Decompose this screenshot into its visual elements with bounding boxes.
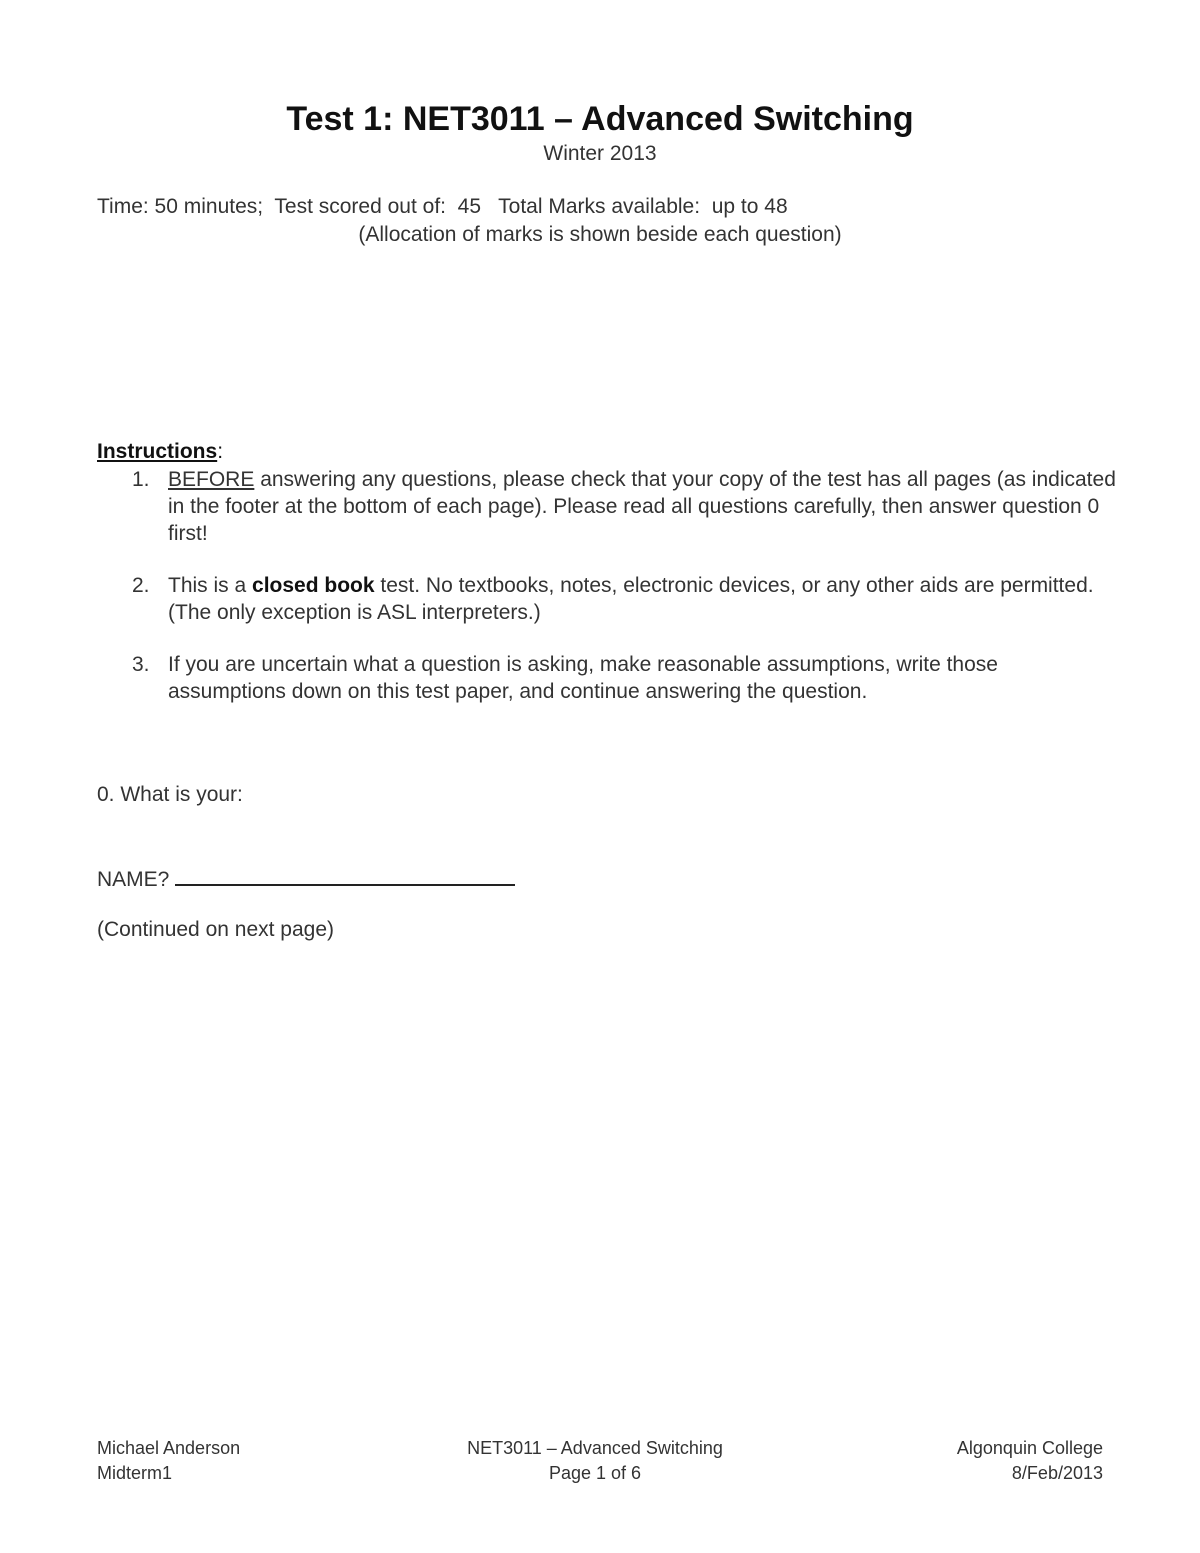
instruction-bold: closed book	[252, 574, 375, 597]
instructions-heading-colon: :	[217, 440, 224, 463]
instruction-item-2	[97, 572, 1117, 626]
instruction-emphasis: BEFORE	[168, 468, 255, 491]
instruction-text-pre: This is a	[168, 574, 253, 597]
instructions-heading	[97, 438, 223, 466]
name-field-row	[97, 862, 515, 894]
instruction-text: answering any questions, please check that your copy of the test has all pages (as indicated in the footer at the bottom of each page). Please read all questions carefully, then answer question 0 first!	[168, 468, 1116, 545]
instruction-item-3	[97, 651, 1117, 705]
instruction-text: test. No textbooks, notes, electronic devices, or any other aids are permitted. (The only exception is ASL interpreters.)	[168, 574, 1094, 624]
footer-test-name: Midterm1	[97, 1463, 173, 1483]
instruction-number: 2.	[132, 574, 150, 597]
footer-left	[97, 1436, 240, 1486]
instruction-number: 3.	[132, 653, 150, 676]
footer-page-number: Page 1 of 6	[548, 1463, 642, 1483]
footer-institution: Algonquin College	[956, 1438, 1103, 1458]
footer-right	[957, 1436, 1103, 1486]
footer-course: NET3011 – Advanced Switching	[467, 1438, 723, 1458]
name-blank-line[interactable]	[175, 862, 515, 886]
allocation-note: (Allocation of marks is shown beside each question)	[358, 223, 842, 246]
time-and-marks-line: Time: 50 minutes; Test scored out of: 45 Total Marks available: up to 48	[97, 195, 788, 218]
footer-author: Michael Anderson	[97, 1438, 241, 1458]
instruction-text: If you are uncertain what a question is asking, make reasonable assumptions, write those assumptions down on this test paper, and continue answering the question.	[168, 653, 998, 703]
instructions-heading-label: Instructions	[97, 440, 218, 463]
footer-center	[395, 1436, 795, 1486]
instruction-number: 1.	[132, 468, 150, 491]
footer-date: 8/Feb/2013	[1011, 1463, 1103, 1483]
instructions-list	[97, 466, 1117, 730]
term-subtitle: Winter 2013	[543, 142, 657, 165]
continued-note: (Continued on next page)	[97, 918, 334, 941]
name-label: NAME?	[97, 868, 170, 891]
question-0-prompt: 0. What is your:	[97, 783, 243, 806]
instruction-item-1	[97, 466, 1117, 547]
page-title: Test 1: NET3011 – Advanced Switching	[286, 100, 914, 138]
